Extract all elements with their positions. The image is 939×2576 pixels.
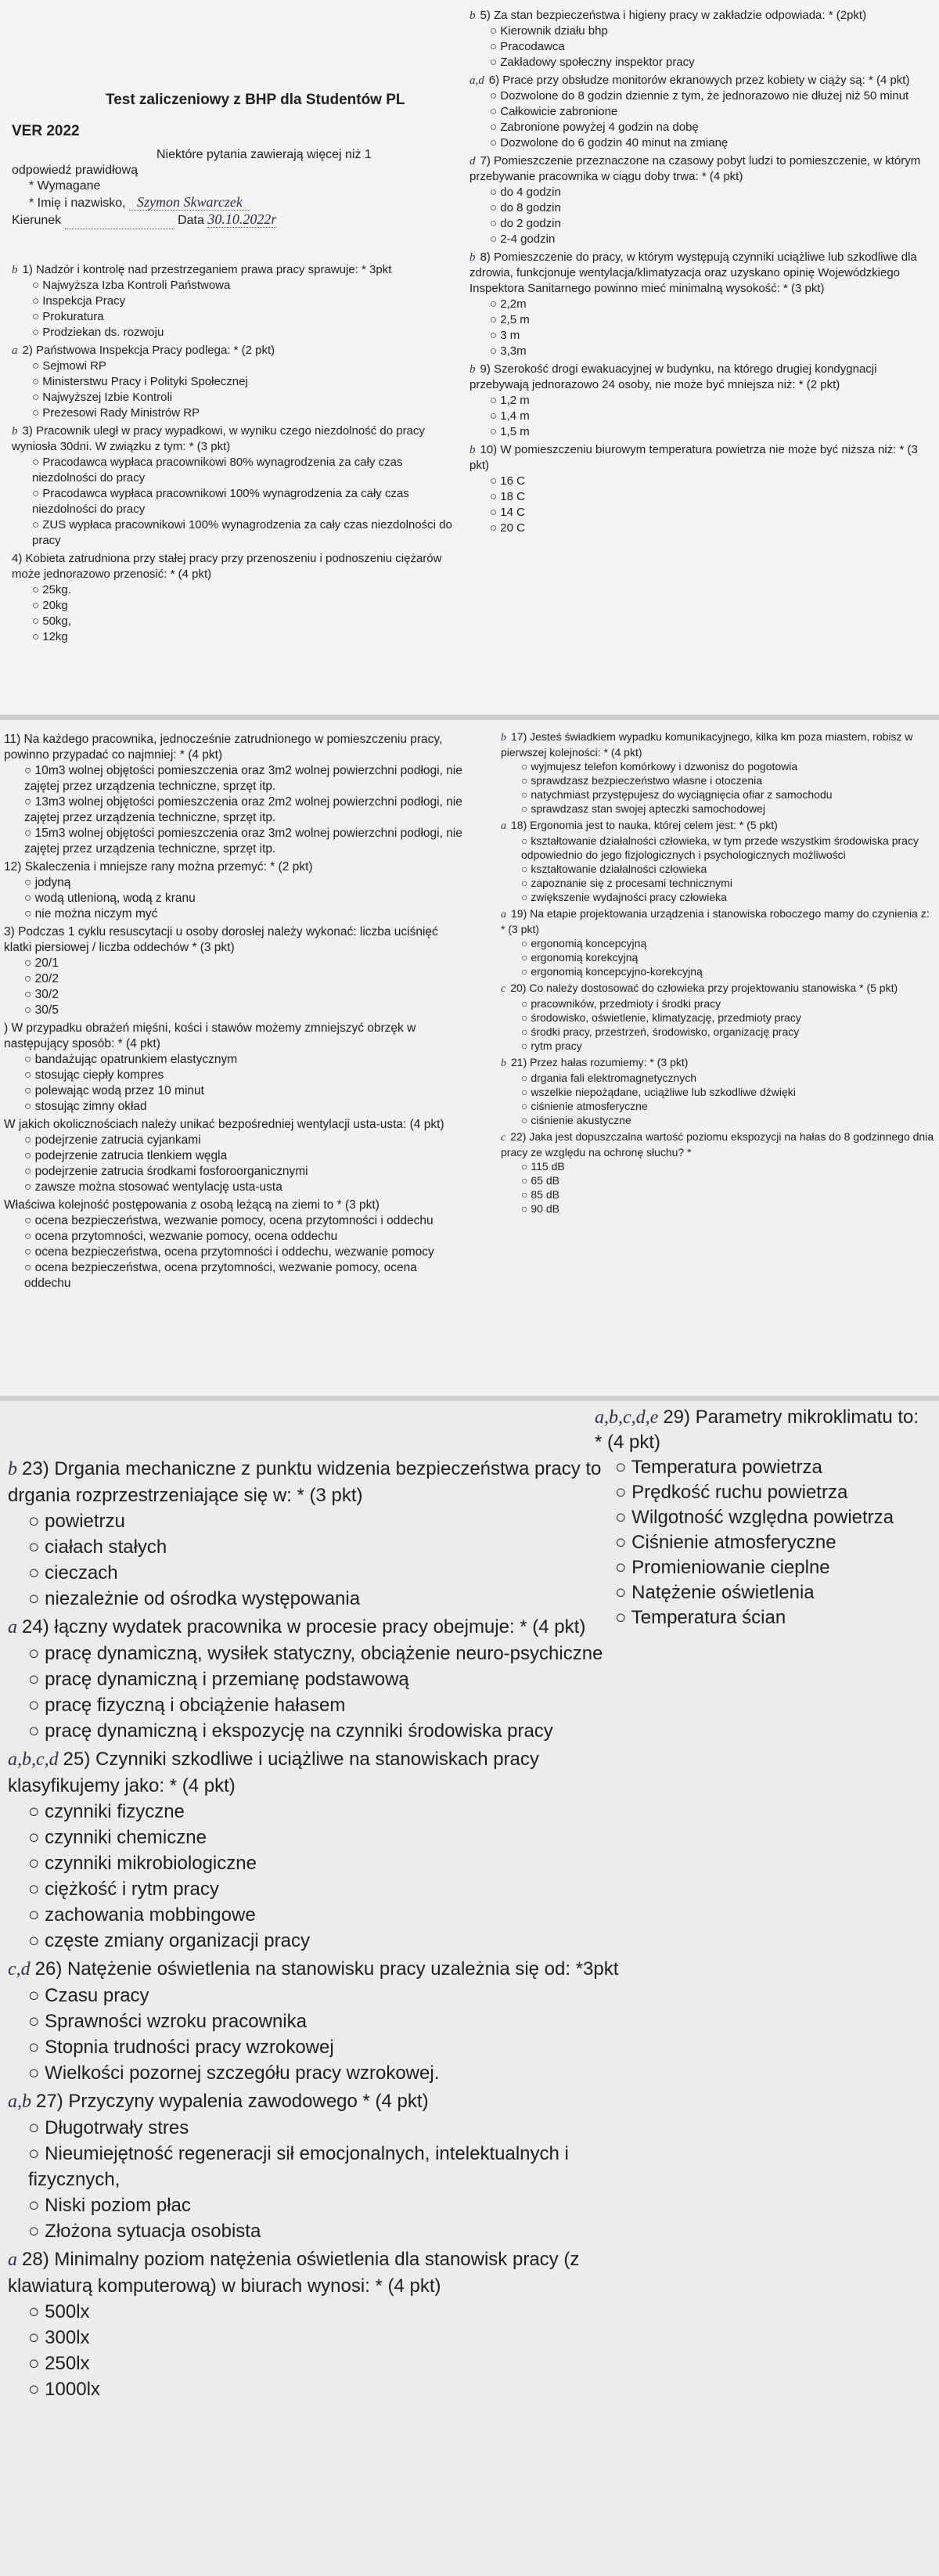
answer-option[interactable]: ○ 90 dB <box>501 1202 935 1216</box>
answer-option[interactable]: ○ Natężenie oświetlenia <box>595 1580 931 1605</box>
answer-option[interactable]: ○ 30/5 <box>4 1003 466 1018</box>
question-text: 19) Na etapie projektowania urządzenia i stanowiska roboczego mamy do czynienia z: * (3 pkt) <box>501 907 930 935</box>
answer-option[interactable]: ○ kształtowanie działalności człowieka, w tym przede wszystkim środowiska pracy odpowiednio do jego fizjologicznych i psychologicznych możliwości <box>501 834 935 862</box>
answer-option[interactable]: ○ powietrzu <box>8 1508 634 1534</box>
answer-option[interactable]: ○ Pracodawca wypłaca pracownikowi 100% wynagrodzenia za cały czas niezdolności do pracy <box>12 486 462 517</box>
question <box>501 906 935 978</box>
answer-mark: a,b,c,d <box>8 1749 59 1770</box>
question-text: 27) Przyczyny wypalenia zawodowego * (4 pkt) <box>36 2091 429 2112</box>
answer-mark: b <box>12 264 18 276</box>
answer-option[interactable]: ○ ergonomią koncepcyjno-korekcyjną <box>501 964 935 978</box>
answer-option[interactable]: ○ sprawdzasz stan swojej apteczki samochodowej <box>501 802 935 816</box>
answer-option[interactable]: ○ czynniki fizyczne <box>8 1799 634 1825</box>
answer-option[interactable]: ○ 20/1 <box>4 956 466 971</box>
answer-mark: a <box>8 2250 17 2270</box>
question <box>8 1456 634 1612</box>
answer-option[interactable]: ○ Nieumiejętność regeneracji sił emocjonalnych, intelektualnych i fizycznych, <box>8 2141 634 2192</box>
question-title <box>501 981 935 996</box>
answer-option[interactable]: ○ wyjmujesz telefon komórkowy i dzwonisz do pogotowia <box>501 759 935 773</box>
answer-mark: c <box>501 983 506 995</box>
question-title <box>8 1956 634 1983</box>
date-label: Data <box>178 214 204 227</box>
answer-option[interactable]: ○ Pracodawca <box>470 39 931 55</box>
question-title <box>4 732 466 763</box>
question <box>4 1117 466 1195</box>
answer-option[interactable]: ○ Prędkość ruchu powietrza <box>595 1480 931 1505</box>
question-title <box>8 2246 634 2299</box>
answer-option[interactable]: ○ ciśnienie atmosferyczne <box>501 1099 935 1113</box>
answer-option[interactable]: ○ zapoznanie się z procesami technicznymi <box>501 876 935 890</box>
answer-option[interactable]: ○ do 2 godzin <box>470 216 931 232</box>
question-title <box>501 1129 935 1159</box>
answer-option[interactable]: ○ 65 dB <box>501 1173 935 1187</box>
answer-option[interactable]: ○ ergonomią koncepcyjną <box>501 936 935 950</box>
question-text: Właściwa kolejność postępowania z osobą leżącą na ziemi to * (3 pkt) <box>4 1198 380 1212</box>
answer-option[interactable]: ○ Wielkości pozornej szczegółu pracy wzrokowej. <box>8 2060 634 2086</box>
answer-option[interactable]: ○ Dozwolone do 6 godzin 40 minut na zmianę <box>470 135 931 151</box>
question <box>12 423 462 549</box>
answer-option[interactable]: ○ Niski poziom płac <box>8 2192 634 2218</box>
answer-option[interactable]: ○ 1,5 m <box>470 424 931 440</box>
question <box>501 981 935 1053</box>
question <box>595 1405 931 1630</box>
question-title <box>595 1405 931 1455</box>
answer-option[interactable]: ○ nie można niczym myć <box>4 906 466 922</box>
question <box>470 73 931 151</box>
course-field[interactable] <box>65 213 174 229</box>
answer-option[interactable]: ○ ocena przytomności, wezwanie pomocy, ocena oddechu <box>4 1229 466 1245</box>
answer-option[interactable]: ○ Wilgotność względna powietrza <box>595 1505 931 1530</box>
question <box>8 2246 634 2402</box>
answer-mark: c,d <box>8 1959 31 1980</box>
answer-mark: a,d <box>470 74 484 87</box>
question <box>4 1021 466 1115</box>
question-title <box>4 1117 466 1133</box>
answer-option[interactable]: ○ 85 dB <box>501 1187 935 1202</box>
answer-option[interactable]: ○ do 4 godzin <box>470 185 931 200</box>
answer-option[interactable]: ○ ciałach stałych <box>8 1534 634 1560</box>
question <box>501 730 935 816</box>
answer-option[interactable]: ○ ZUS wypłaca pracownikowi 100% wynagrodzenia za cały czas niezdolności do pracy <box>12 517 462 549</box>
page1-left-column <box>12 262 462 647</box>
answer-option[interactable]: ○ częste zmiany organizacji pracy <box>8 1928 634 1954</box>
question-text: 25) Czynniki szkodliwe i uciążliwe na stanowiskach pracy klasyfikujemy jako: * (4 pkt) <box>8 1749 539 1796</box>
answer-option[interactable]: ○ 50kg, <box>12 614 462 629</box>
answer-option[interactable]: ○ Całkowicie zabronione <box>470 104 931 120</box>
answer-option[interactable]: ○ zwiększenie wydajności pracy człowieka <box>501 890 935 904</box>
answer-option[interactable]: ○ 20/2 <box>4 971 466 987</box>
question-text: 2) Państwowa Inspekcja Pracy podlega: * (2 pkt) <box>22 344 275 357</box>
question <box>12 343 462 421</box>
answer-mark: b <box>501 732 506 744</box>
test-page-1 <box>0 0 939 720</box>
answer-option[interactable]: ○ 25kg. <box>12 582 462 598</box>
answer-option[interactable]: ○ Zakładowy społeczny inspektor pracy <box>470 55 931 70</box>
answer-option[interactable]: ○ Pracodawca wypłaca pracownikowi 80% wynagrodzenia za cały czas niezdolności do pracy <box>12 455 462 486</box>
question-text: 26) Natężenie oświetlenia na stanowisku pracy uzależnia się od: *3pkt <box>34 1958 619 1980</box>
answer-option[interactable]: ○ 14 C <box>470 505 931 521</box>
answer-option[interactable]: ○ Dozwolone do 8 godzin dziennie z tym, że jednorazowo nie dłużej niż 50 minut <box>470 88 931 104</box>
question-title <box>470 73 931 88</box>
answer-option[interactable]: ○ podejrzenie zatrucia cyjankami <box>4 1133 466 1148</box>
answer-option[interactable]: ○ 30/2 <box>4 987 466 1003</box>
question-text: 17) Jesteś świadkiem wypadku komunikacyjnego, kilka km poza miastem, robisz w pierwszej kolejności: * (4 pkt) <box>501 730 913 758</box>
answer-option[interactable]: ○ 13m3 wolnej objętości pomieszczenia oraz 2m2 wolnej powierzchni podłogi, nie zajętej przez urządzenia techniczne, sprzęt itp. <box>4 794 466 826</box>
answer-option[interactable]: ○ 1000lx <box>8 2376 634 2402</box>
answer-option[interactable]: ○ Długotrwały stres <box>8 2115 634 2141</box>
answer-option[interactable]: ○ 12kg <box>12 629 462 645</box>
answer-option[interactable]: ○ kształtowanie działalności człowieka <box>501 862 935 876</box>
answer-option[interactable]: ○ pracę dynamiczną i przemianę podstawową <box>8 1666 634 1692</box>
question-text: 6) Prace przy obsłudze monitorów ekranowych przez kobiety w ciąży są: * (4 pkt) <box>488 74 910 87</box>
question <box>470 362 931 440</box>
answer-option[interactable]: ○ 115 dB <box>501 1159 935 1173</box>
header-note-2: odpowiedź prawidłową <box>12 164 138 177</box>
answer-option[interactable]: ○ Najwyższej Izbie Kontroli <box>12 390 462 405</box>
question <box>470 8 931 70</box>
question-title <box>470 8 931 23</box>
question-title <box>470 250 931 297</box>
question-title <box>470 362 931 393</box>
answer-option[interactable]: ○ Ciśnienie atmosferyczne <box>595 1530 931 1555</box>
answer-option[interactable]: ○ Kierownik działu bhp <box>470 23 931 39</box>
test-version: VER 2022 <box>12 123 80 139</box>
answer-option[interactable]: ○ pracę dynamiczną i ekspozycję na czynniki środowiska pracy <box>8 1718 634 1744</box>
question <box>8 1746 634 1954</box>
answer-option[interactable]: ○ ciśnienie akustyczne <box>501 1113 935 1127</box>
question-title <box>12 551 462 582</box>
question-text: 22) Jaka jest dopuszczalna wartość poziomu ekspozycji na hałas do 8 godzinnego dnia pracy ze względu na ochronę słuchu? * <box>501 1130 934 1158</box>
answer-option[interactable]: ○ Promieniowanie cieplne <box>595 1555 931 1580</box>
answer-option[interactable]: ○ jodyną <box>4 875 466 891</box>
answer-mark: a,b,c,d,e <box>595 1407 659 1428</box>
question <box>4 1198 466 1292</box>
answer-option[interactable]: ○ Temperatura ścian <box>595 1605 931 1630</box>
answer-mark: c <box>501 1132 506 1144</box>
answer-option[interactable]: ○ 2,5 m <box>470 312 931 328</box>
answer-option[interactable]: ○ 1,4 m <box>470 409 931 424</box>
page2-right-column <box>501 730 935 1218</box>
answer-mark: b <box>470 363 476 376</box>
page1-right-column <box>470 8 931 539</box>
question <box>4 859 466 922</box>
answer-mark: a <box>501 820 506 832</box>
answer-option[interactable]: ○ ergonomią korekcyjną <box>501 950 935 964</box>
name-label: * Imię i nazwisko, <box>29 196 126 210</box>
question <box>501 1129 935 1216</box>
answer-option[interactable]: ○ Inspekcja Pracy <box>12 294 462 309</box>
answer-option[interactable]: ○ zawsze można stosować wentylację usta-usta <box>4 1180 466 1195</box>
answer-option[interactable]: ○ 500lx <box>8 2299 634 2325</box>
question <box>12 262 462 340</box>
question-text: 3) Pracownik uległ w pracy wypadkowi, w wyniku czego niezdolność do pracy wyniosła 30dni. W związku z tym: * (3 pkt) <box>12 424 425 453</box>
course-row <box>12 211 462 229</box>
answer-option[interactable]: ○ 16 C <box>470 474 931 489</box>
question-text: 12) Skaleczenia i mniejsze rany można przemyć: * (2 pkt) <box>4 860 313 874</box>
answer-option[interactable]: ○ zachowania mobbingowe <box>8 1902 634 1928</box>
answer-mark: b <box>8 1459 17 1479</box>
question <box>470 442 931 536</box>
answer-option[interactable]: ○ 10m3 wolnej objętości pomieszczenia oraz 3m2 wolnej powierzchni podłogi, nie zajętej przez urządzenia techniczne, sprzęt itp. <box>4 763 466 794</box>
question-title <box>4 1198 466 1213</box>
answer-option[interactable]: ○ 250lx <box>8 2351 634 2376</box>
answer-option[interactable]: ○ 2-4 godzin <box>470 232 931 247</box>
question-title <box>8 2088 634 2115</box>
answer-option[interactable]: ○ do 8 godzin <box>470 200 931 216</box>
question-title <box>8 1456 634 1508</box>
question-text: 28) Minimalny poziom natężenia oświetlenia dla stanowisk pracy (z klawiaturą komputerową) w biurach wynosi: * (4 pkt) <box>8 2249 580 2297</box>
answer-option[interactable]: ○ Sprawności wzroku pracownika <box>8 2009 634 2034</box>
question-title <box>8 1746 634 1799</box>
answer-mark: b <box>470 9 476 22</box>
question-text: 11) Na każdego pracownika, jednocześnie zatrudnionego w pomieszczeniu pracy, powinno przypadać co najmniej: * (4 pkt) <box>4 733 443 762</box>
answer-option[interactable]: ○ 300lx <box>8 2325 634 2351</box>
answer-option[interactable]: ○ pracę dynamiczną, wysiłek statyczny, obciążenie neuro-psychiczne <box>8 1641 634 1666</box>
question-title <box>12 262 462 278</box>
question-title <box>501 906 935 936</box>
page3-left-column <box>8 1456 634 2405</box>
answer-option[interactable]: ○ czynniki chemiczne <box>8 1825 634 1850</box>
question-text: 10) W pomieszczeniu biurowym temperatura powietrza nie może być niższa niż: * (3 pkt) <box>470 443 918 472</box>
answer-option[interactable]: ○ Stopnia trudności pracy wzrokowej <box>8 2034 634 2060</box>
question <box>4 924 466 1018</box>
page3-right-column <box>595 1405 931 1633</box>
question-text: 21) Przez hałas rozumiemy: * (3 pkt) <box>511 1056 689 1068</box>
answer-option[interactable]: ○ Prezesowi Rady Ministrów RP <box>12 405 462 421</box>
question-text: 7) Pomieszczenie przeznaczone na czasowy pobyt ludzi to pomieszczenie, w którym przebywanie pracownika w ciągu doby trwa: * (4 pkt) <box>470 154 921 183</box>
required-note: * Wymagane <box>29 179 101 193</box>
question-text: 3) Podczas 1 cyklu resuscytacji u osoby dorosłej należy wykonać: liczba uciśnięć klatki piersiowej / liczba oddechów * (3 pkt) <box>4 925 438 954</box>
answer-option[interactable]: ○ 2,2m <box>470 297 931 312</box>
question-title <box>4 1021 466 1052</box>
answer-option[interactable]: ○ ocena bezpieczeństwa, ocena przytomności, wezwanie pomocy, ocena oddechu <box>4 1260 466 1292</box>
question-title <box>12 423 462 455</box>
answer-mark: a <box>8 1617 17 1637</box>
answer-mark: a,b <box>8 2091 31 2112</box>
answer-option[interactable]: ○ Temperatura powietrza <box>595 1455 931 1480</box>
question-text: W jakich okolicznościach należy unikać bezpośredniej wentylacji usta-usta: (4 pkt) <box>4 1118 444 1131</box>
answer-mark: b <box>470 251 476 264</box>
question-text: 20) Co należy dostosować do człowieka przy projektowaniu stanowiska * (5 pkt) <box>510 982 898 994</box>
answer-option[interactable]: ○ wszelkie niepożądane, uciążliwe lub szkodliwe dźwięki <box>501 1085 935 1099</box>
question-text: 8) Pomieszczenie do pracy, w którym występują czynniki uciążliwe lub szkodliwe dla zdrowia, funkcjonuje wentylacja/klimatyzacja oraz uzyskano opinię Wojewódzkiego Inspektora Sanitarnego powinno mieć minimalną wysokość: * (3 pkt) <box>470 250 917 295</box>
question-text: 24) łączny wydatek pracownika w procesie pracy obejmuje: * (4 pkt) <box>22 1616 586 1637</box>
answer-option[interactable]: ○ polewając wodą przez 10 minut <box>4 1083 466 1099</box>
question <box>8 1614 634 1744</box>
question-text: 5) Za stan bezpieczeństwa i higieny pracy w zakładzie odpowiada: * (2pkt) <box>480 9 867 22</box>
answer-option[interactable]: ○ Prokuratura <box>12 309 462 325</box>
answer-option[interactable]: ○ Zabronione powyżej 4 godzin na dobę <box>470 120 931 135</box>
answer-mark: b <box>501 1057 506 1069</box>
question-text: 9) Szerokość drogi ewakuacyjnej w budynku, na którego drugiej kondygnacji przebywają jednorazowo 24 osoby, nie może być mniejsza niż: * (2 pkt) <box>470 362 877 391</box>
question <box>8 2088 634 2244</box>
page2-left-column <box>4 732 466 1294</box>
question-text: ) W przypadku obrażeń mięśni, kości i stawów możemy zmniejszyć obrzęk w następujący sposób: * (4 pkt) <box>4 1021 416 1050</box>
answer-option[interactable]: ○ 20 C <box>470 521 931 536</box>
question-text: 18) Ergonomia jest to nauka, której celem jest: * (5 pkt) <box>511 819 778 831</box>
question-title <box>501 818 935 834</box>
answer-option[interactable]: ○ Sejmowi RP <box>12 358 462 374</box>
answer-option[interactable]: ○ Złożona sytuacja osobista <box>8 2218 634 2244</box>
answer-option[interactable]: ○ stosując zimny okład <box>4 1099 466 1115</box>
answer-option[interactable]: ○ 1,2 m <box>470 393 931 409</box>
question-title <box>470 153 931 185</box>
answer-option[interactable]: ○ pracowników, przedmioty i środki pracy <box>501 996 935 1011</box>
question <box>470 153 931 247</box>
answer-option[interactable]: ○ Najwyższa Izba Kontroli Państwowa <box>12 278 462 294</box>
answer-option[interactable]: ○ cieczach <box>8 1560 634 1586</box>
test-page-2 <box>0 720 939 1401</box>
answer-option[interactable]: ○ ocena bezpieczeństwa, ocena przytomności i oddechu, wezwanie pomocy <box>4 1245 466 1260</box>
question <box>470 250 931 359</box>
question-title <box>470 442 931 474</box>
answer-option[interactable]: ○ drgania fali elektromagnetycznych <box>501 1071 935 1085</box>
course-label: Kierunek <box>12 214 62 227</box>
answer-option[interactable]: ○ Prodziekan ds. rozwoju <box>12 325 462 340</box>
answer-option[interactable]: ○ 20kg <box>12 598 462 614</box>
question-title <box>501 1055 935 1071</box>
question-text: 4) Kobieta zatrudniona przy stałej pracy przy przenoszeniu i podnoszeniu ciężarów może jednorazowo przenosić: * (4 pkt) <box>12 552 442 581</box>
answer-option[interactable]: ○ 3 m <box>470 328 931 344</box>
test-title: Test zaliczeniowy z BHP dla Studentów PL <box>106 92 405 108</box>
question <box>501 1055 935 1127</box>
answer-option[interactable]: ○ ocena bezpieczeństwa, wezwanie pomocy, ocena przytomności i oddechu <box>4 1213 466 1229</box>
answer-mark: a <box>12 344 18 357</box>
answer-option[interactable]: ○ wodą utlenioną, wodą z kranu <box>4 891 466 906</box>
page1-header <box>12 31 462 229</box>
answer-option[interactable]: ○ podejrzenie zatrucia środkami fosforoorganicznymi <box>4 1164 466 1180</box>
question <box>501 818 935 904</box>
date-field[interactable]: 30.10.2022r <box>207 211 277 227</box>
question-text: 29) Parametry mikroklimatu to: * (4 pkt) <box>595 1407 919 1453</box>
question-title <box>4 859 466 875</box>
answer-option[interactable]: ○ 3,3m <box>470 344 931 359</box>
question-title <box>12 343 462 358</box>
answer-option[interactable]: ○ Ministerstwu Pracy i Polityki Społecznej <box>12 374 462 390</box>
answer-option[interactable]: ○ pracę fizyczną i obciążenie hałasem <box>8 1692 634 1718</box>
answer-option[interactable]: ○ ciężkość i rytm pracy <box>8 1876 634 1902</box>
question-text: 1) Nadzór i kontrolę nad przestrzeganiem prawa pracy sprawuje: * 3pkt <box>22 263 392 276</box>
name-field[interactable]: Szymon Skwarczek <box>129 194 250 211</box>
answer-option[interactable]: ○ 18 C <box>470 489 931 505</box>
answer-mark: b <box>470 444 476 456</box>
answer-mark: b <box>12 425 18 438</box>
question <box>4 732 466 857</box>
answer-mark: a <box>501 909 506 921</box>
question <box>8 1956 634 2086</box>
question-text: 23) Drgania mechaniczne z punktu widzenia bezpieczeństwa pracy to drgania rozprzestrzeniające się w: * (3 pkt) <box>8 1458 602 1506</box>
question-title <box>8 1614 634 1641</box>
question-title <box>501 730 935 759</box>
answer-option[interactable]: ○ stosując ciepły kompres <box>4 1068 466 1083</box>
answer-option[interactable]: ○ środki pracy, przestrzeń, środowisko, organizację pracy <box>501 1025 935 1039</box>
answer-option[interactable]: ○ czynniki mikrobiologiczne <box>8 1850 634 1876</box>
answer-mark: d <box>470 155 476 168</box>
answer-option[interactable]: ○ rytm pracy <box>501 1039 935 1053</box>
question <box>12 551 462 645</box>
answer-option[interactable]: ○ podejrzenie zatrucia tlenkiem węgla <box>4 1148 466 1164</box>
answer-option[interactable]: ○ bandażując opatrunkiem elastycznym <box>4 1052 466 1068</box>
answer-option[interactable]: ○ Czasu pracy <box>8 1983 634 2009</box>
name-row <box>12 194 462 211</box>
header-note: Niektóre pytania zawierają więcej niż 1 <box>156 148 372 161</box>
answer-option[interactable]: ○ sprawdzasz bezpieczeństwo własne i otoczenia <box>501 773 935 787</box>
test-page-3 <box>0 1401 939 2576</box>
question-title <box>4 924 466 956</box>
answer-option[interactable]: ○ niezależnie od ośrodka występowania <box>8 1586 634 1612</box>
answer-option[interactable]: ○ środowisko, oświetlenie, klimatyzację, przedmioty pracy <box>501 1011 935 1025</box>
answer-option[interactable]: ○ natychmiast przystępujesz do wyciągnięcia ofiar z samochodu <box>501 787 935 802</box>
answer-option[interactable]: ○ 15m3 wolnej objętości pomieszczenia oraz 3m2 wolnej powierzchni podłogi, nie zajętej przez urządzenia techniczne, sprzęt itp. <box>4 826 466 857</box>
